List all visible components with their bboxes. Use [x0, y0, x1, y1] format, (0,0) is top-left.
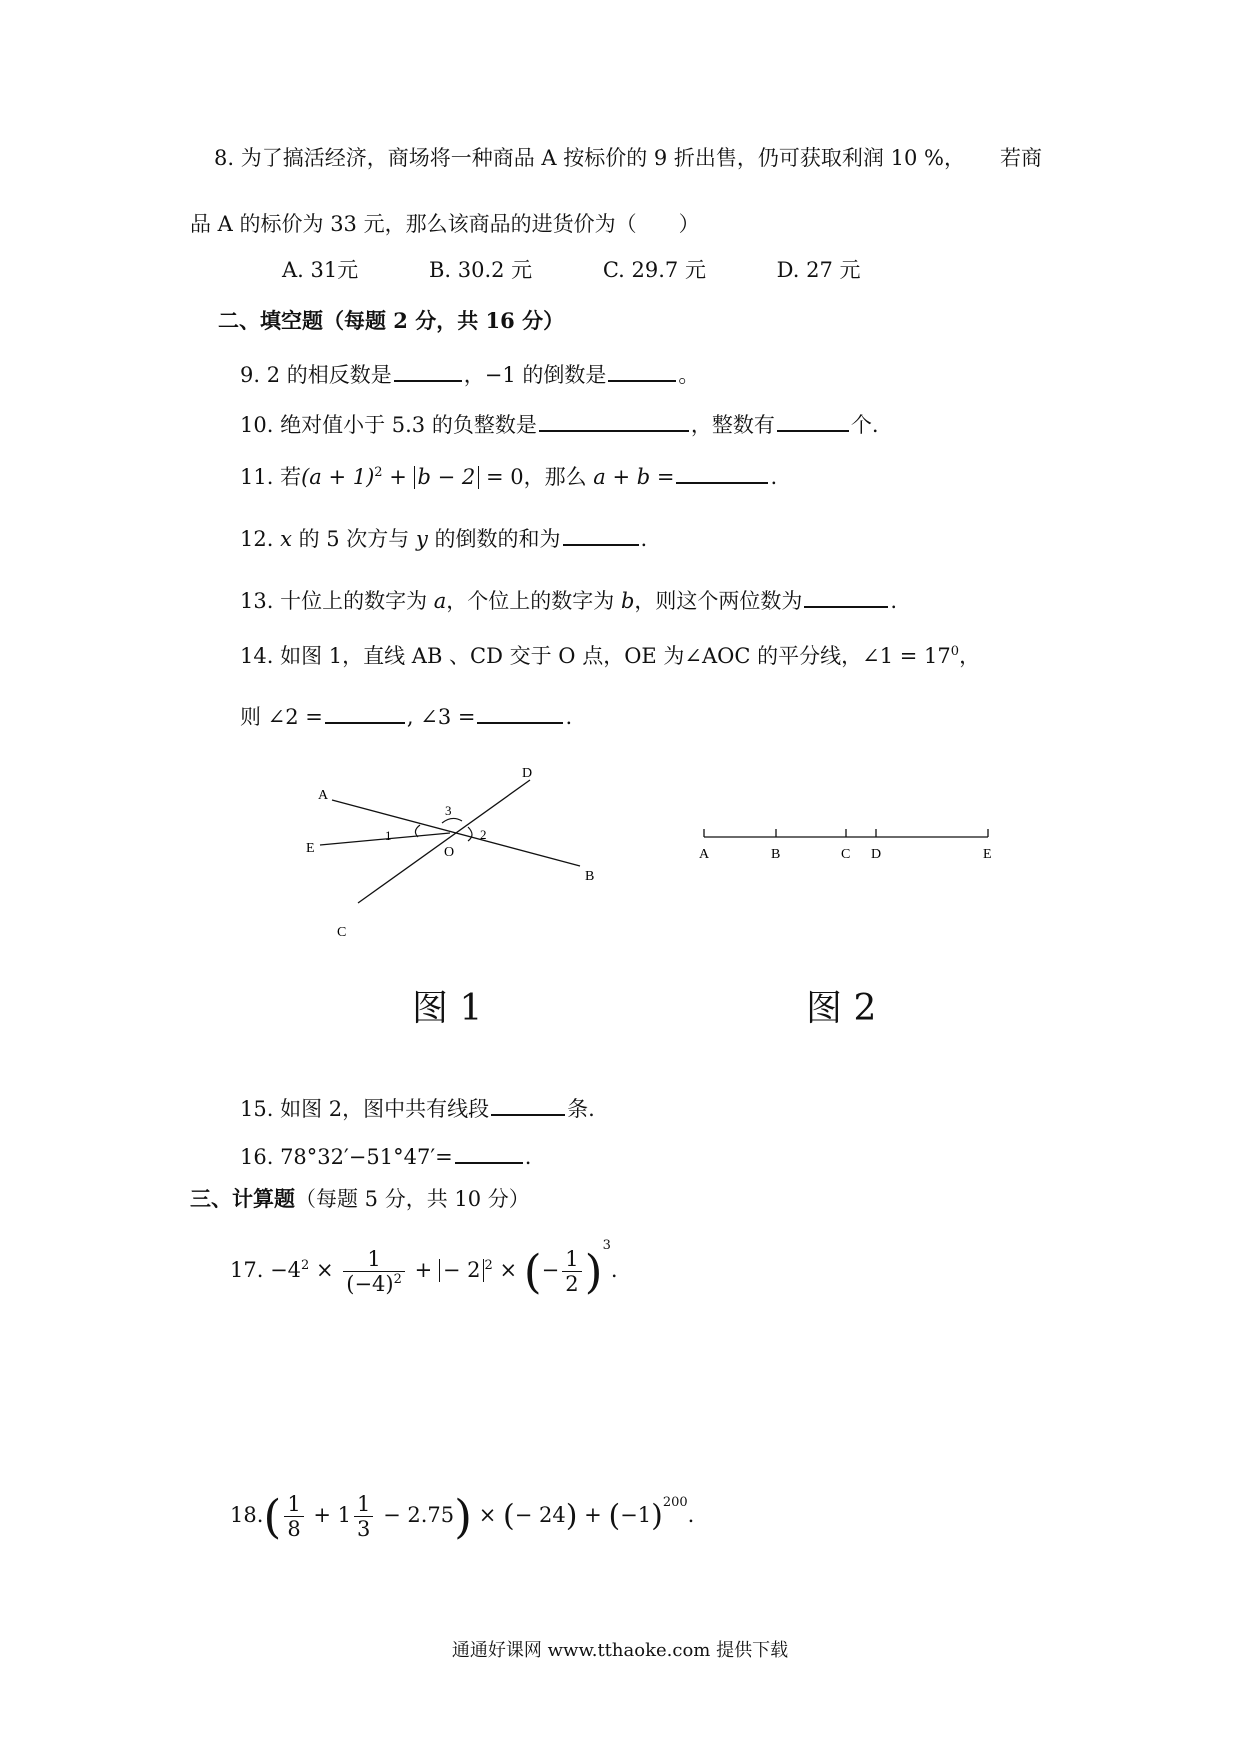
q17-neg: − — [541, 1258, 560, 1282]
fig2-label-d: D — [871, 847, 882, 862]
q15-text-a: 15. 如图 2，图中共有线段 — [240, 1097, 490, 1122]
q8-option-d: D. 27 元 — [776, 258, 861, 282]
q8-line1 — [214, 146, 965, 171]
q17-times2: × — [492, 1258, 524, 1282]
q12-text-d: . — [640, 527, 648, 552]
q8-tail-text: 若商 — [1000, 146, 1042, 170]
q14-text: 14. 如图 1，直线 AB 、CD 交于 O 点，OE 为∠AOC 的平分线，∠1 = 17 — [240, 644, 951, 668]
label-1: 1 — [385, 828, 392, 843]
q18-lparen3: ( — [608, 1498, 621, 1534]
q8-line2 — [190, 212, 700, 237]
q15-text-b: 条. — [567, 1097, 595, 1122]
q18-neg1: −1 — [620, 1503, 652, 1528]
q17-den-text: (−4) — [346, 1272, 394, 1296]
q13-blank[interactable] — [804, 584, 888, 608]
fig2-label-e: E — [983, 847, 992, 862]
q13-var-a: a — [433, 589, 447, 614]
q18-exp: 200 — [662, 1495, 688, 1511]
q9-blank-1[interactable] — [394, 358, 462, 382]
q18-f1-num: 1 — [284, 1492, 303, 1517]
q9 — [240, 358, 699, 388]
q8-options — [282, 258, 924, 283]
q17-end: . — [610, 1258, 618, 1282]
q15 — [240, 1092, 595, 1122]
label-c: C — [337, 925, 347, 940]
q12-text-a: 12. — [240, 527, 281, 552]
section2-title: 二、填空题 — [218, 308, 323, 333]
q14-text-2b: , ∠3 = — [406, 705, 476, 730]
q18-times: × — [472, 1503, 504, 1528]
q15-blank[interactable] — [491, 1092, 565, 1116]
q17-denominator — [343, 1272, 405, 1296]
q17-plus: + — [407, 1258, 439, 1282]
q8-text2: 品 A 的标价为 33 元，那么该商品的进货价为（ ） — [190, 212, 700, 236]
section2-heading — [218, 308, 564, 334]
label-a: A — [318, 788, 329, 803]
q14-text-end: ， — [959, 644, 981, 668]
q12-text-c: 的倒数的和为 — [427, 527, 561, 552]
q11-abs: b − 2 — [414, 466, 480, 489]
q11-exponent: 2 — [374, 465, 383, 481]
q18-f2-den: 3 — [357, 1517, 371, 1542]
q17-f-denominator: 2 — [565, 1272, 579, 1296]
q16-blank[interactable] — [455, 1140, 523, 1164]
q16 — [240, 1140, 531, 1170]
q12-blank[interactable] — [563, 522, 639, 546]
section3-heading — [190, 1186, 530, 1212]
q11-text-c: = — [650, 465, 675, 490]
q10 — [240, 408, 879, 438]
q18-fraction2 — [354, 1492, 373, 1541]
q10-blank-2[interactable] — [777, 408, 849, 432]
q10-blank-1[interactable] — [539, 408, 689, 432]
footer: 通通好课网 www.tthaoke.com 提供下载 — [451, 1640, 789, 1661]
q17-fraction2 — [562, 1247, 581, 1296]
line-cd — [358, 780, 530, 903]
figure-1 — [290, 755, 620, 955]
q13-text-c: ，则这个两位数为 — [634, 589, 803, 614]
q18-fraction1 — [284, 1492, 303, 1541]
q11-expr2: a + b — [593, 465, 651, 490]
q17-abs: − 2 — [439, 1259, 485, 1282]
q17-exp1: 2 — [301, 1258, 310, 1273]
q13-text-a: 13. 十位上的数字为 — [240, 589, 434, 614]
q9-text-c: 。 — [678, 363, 700, 388]
q10-text-c: 个. — [850, 413, 879, 438]
q17 — [230, 1238, 618, 1299]
q11-text-d: . — [770, 465, 778, 490]
q13-text-d: . — [890, 589, 898, 614]
q14-blank-2[interactable] — [477, 700, 563, 724]
q16-text-b: . — [524, 1145, 532, 1170]
q8-option-a: A. 31元 — [282, 258, 359, 282]
q8-text: 8. 为了搞活经济，商场将一种商品 A 按标价的 9 折出售，仍可获取利润 10 %， — [214, 146, 965, 170]
q18-f1-den: 8 — [287, 1517, 301, 1542]
q18-plus: + 1 — [306, 1503, 352, 1528]
label-d: D — [522, 766, 533, 781]
q10-text-a: 10. 绝对值小于 5.3 的负整数是 — [240, 413, 537, 438]
q17-exp2: 2 — [484, 1258, 493, 1273]
q9-text-a: 9. 2 的相反数是 — [240, 363, 392, 388]
q18-rparen: ) — [454, 1489, 473, 1544]
fig2-label-b: B — [771, 847, 781, 862]
q18-lparen: ( — [263, 1489, 282, 1544]
q18-f2-num: 1 — [354, 1492, 373, 1517]
q9-blank-2[interactable] — [608, 358, 676, 382]
q11-eq: = 0，那么 — [479, 465, 594, 490]
fig2-label-c: C — [841, 847, 851, 862]
q18 — [230, 1489, 695, 1544]
q17-prefix: 17. −4 — [230, 1258, 302, 1282]
q12-var-x: x — [280, 527, 292, 552]
q13-var-b: b — [620, 589, 635, 614]
q14-blank-1[interactable] — [325, 700, 405, 724]
label-3: 3 — [445, 803, 452, 818]
label-2: 2 — [480, 827, 487, 842]
q12 — [240, 522, 647, 552]
q11-plus: + — [382, 465, 414, 490]
q12-var-y: y — [415, 527, 428, 552]
q12-text-b: 的 5 次方与 — [291, 527, 416, 552]
q11-expr1: (a + 1) — [301, 465, 375, 490]
section3-note: （每题 5 分，共 10 分） — [295, 1187, 530, 1211]
q17-rparen: ) — [584, 1244, 603, 1299]
q14-text-2a: 则 ∠2 = — [240, 705, 323, 730]
q9-text-b: ，−1 的倒数是 — [463, 363, 607, 388]
q13-text-b: ，个位上的数字为 — [446, 589, 621, 614]
q10-text-b: ，整数有 — [690, 413, 775, 438]
q18-plus2: + — [577, 1503, 609, 1528]
q18-rparen2: ) — [565, 1498, 578, 1534]
q18-end: . — [687, 1503, 695, 1528]
fig2-label-a: A — [699, 847, 710, 862]
q17-f-numerator: 1 — [562, 1247, 581, 1272]
section3-title: 三、计算题 — [190, 1186, 295, 1211]
angle-2-arc — [468, 827, 472, 841]
label-b: B — [585, 869, 595, 884]
q18-lparen2: ( — [503, 1498, 515, 1534]
q14-line2 — [240, 700, 572, 730]
figure-1-caption: 图 1 — [412, 988, 483, 1029]
q11-text-a: 11. 若 — [240, 465, 302, 490]
q17-times: × — [309, 1258, 341, 1282]
figure-2 — [690, 820, 1010, 870]
section2-note: （每题 2 分，共 16 分） — [323, 308, 565, 333]
q17-fraction — [343, 1247, 405, 1296]
q8-option-c: C. 29.7 元 — [602, 258, 706, 282]
label-e: E — [306, 841, 315, 856]
q18-rparen3: ) — [651, 1498, 663, 1534]
q17-numerator: 1 — [343, 1247, 405, 1272]
label-o: O — [444, 845, 455, 860]
q17-exp3: 3 — [602, 1238, 611, 1253]
q17-den-exp: 2 — [393, 1272, 402, 1287]
q11-blank[interactable] — [676, 460, 768, 484]
q18-neg24: − 24 — [514, 1503, 566, 1528]
q14-degree: 0 — [950, 644, 960, 659]
angle-3-arc — [442, 818, 462, 823]
q18-minus: − 2.75 — [376, 1503, 455, 1528]
q18-prefix: 18. — [230, 1503, 264, 1528]
q17-lparen: ( — [523, 1244, 542, 1299]
q8-option-b: B. 30.2 元 — [428, 258, 533, 282]
figure-2-caption: 图 2 — [806, 988, 877, 1029]
q11 — [240, 460, 777, 490]
q13 — [240, 584, 897, 614]
q14-line1 — [240, 644, 980, 669]
q16-text-a: 16. 78°32′−51°47′= — [240, 1145, 453, 1170]
q14-text-2c: . — [565, 705, 573, 730]
q8-line1-tail — [1000, 146, 1042, 171]
